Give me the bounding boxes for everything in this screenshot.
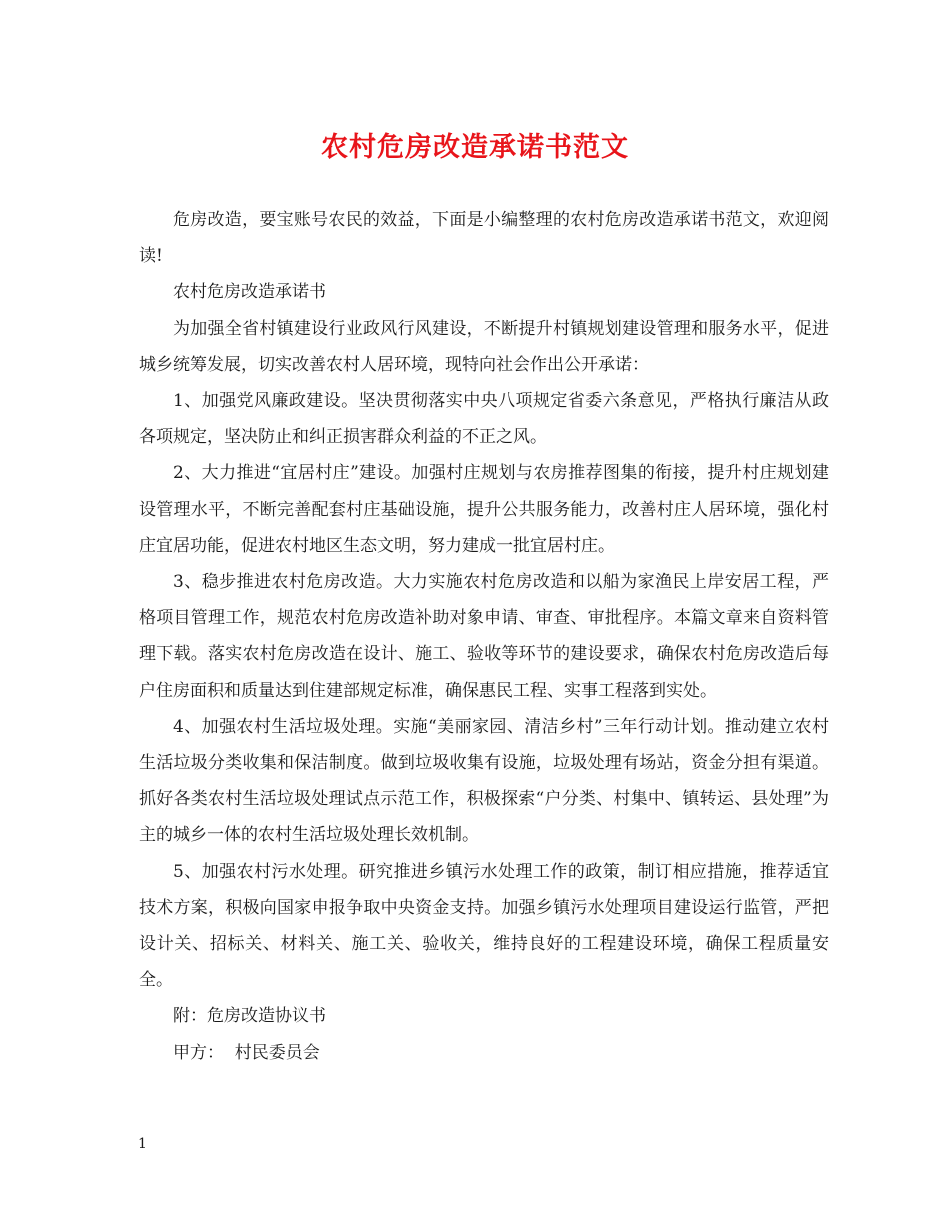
preamble-paragraph: 为加强全省村镇建设行业政风行风建设，不断提升村镇规划建设管理和服务水平，促进城乡统筹发展，切实改善农村人居环境，现特向社会作出公开承诺： [139, 318, 829, 375]
commitment-3-paragraph: 3、稳步推进农村危房改造。大力实施农村危房改造和以船为家渔民上岸安居工程，严格项目管理工作，规范农村危房改造补助对象申请、审查、审批程序。本篇文章来自资料管理下载。落实农村危房改造在设计、施工、验收等环节的建设要求，确保农村危房改造后每户住房面积和质量达到住建部规定标准，确保惠民工程、实事工程落到实处。 [139, 572, 829, 701]
intro-paragraph: 危房改造，要宝账号农民的效益，下面是小编整理的农村危房改造承诺书范文，欢迎阅读! [139, 210, 829, 267]
commitment-2-paragraph: 2、大力推进“宜居村庄”建设。加强村庄规划与农房推荐图集的衔接，提升村庄规划建设管理水平，不断完善配套村庄基础设施，提升公共服务能力，改善村庄人居环境，强化村庄宜居功能，促进农村地区生态文明，努力建成一批宜居村庄。 [139, 463, 829, 556]
appendix-heading: 附：危房改造协议书 [173, 1006, 326, 1027]
document-title: 农村危房改造承诺书范文 [321, 132, 629, 163]
letter-heading: 农村危房改造承诺书 [173, 282, 326, 303]
page-number: 1 [138, 1136, 147, 1152]
document-body [139, 202, 829, 1071]
party-a-line: 甲方： 村民委员会 [173, 1042, 320, 1063]
commitment-1-paragraph: 1、加强党风廉政建设。坚决贯彻落实中央八项规定省委六条意见，严格执行廉洁从政各项规定，坚决防止和纠正损害群众利益的不正之风。 [139, 391, 829, 448]
commitment-4-paragraph: 4、加强农村生活垃圾处理。实施“美丽家园、清洁乡村”三年行动计划。推动建立农村生活垃圾分类收集和保洁制度。做到垃圾收集有设施，垃圾处理有场站，资金分担有渠道。抓好各类农村生活垃圾处理试点示范工作，积极探索“户分类、村集中、镇转运、县处理”为主的城乡一体的农村生活垃圾处理长效机制。 [139, 716, 829, 846]
commitment-5-paragraph: 5、加强农村污水处理。研究推进乡镇污水处理工作的政策，制订相应措施，推荐适宜技术方案，积极向国家申报争取中央资金支持。加强乡镇污水处理项目建设运行监管，严把设计关、招标关、材料关、施工关、验收关，维持良好的工程建设环境，确保工程质量安全。 [139, 861, 829, 991]
